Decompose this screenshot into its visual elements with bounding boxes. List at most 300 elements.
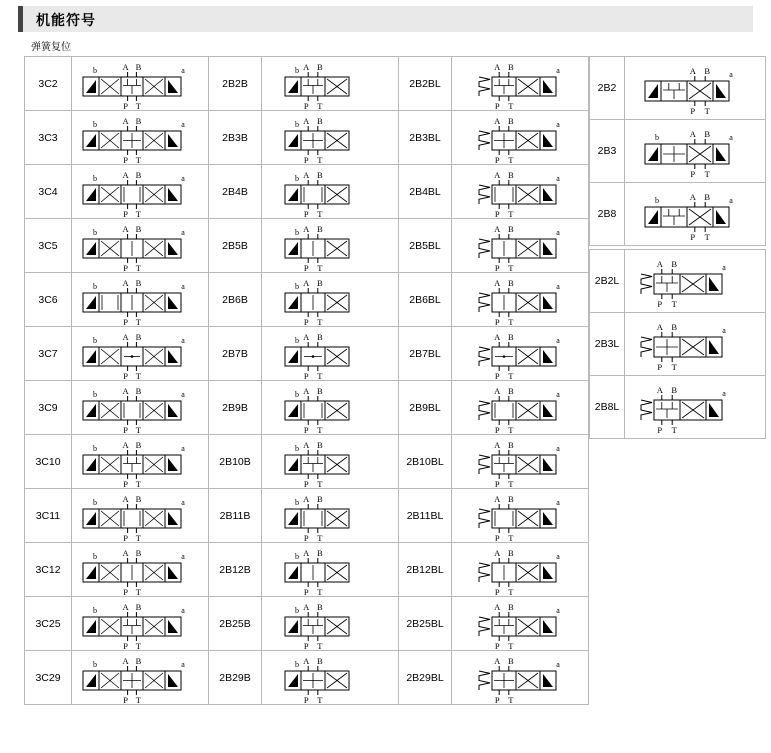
svg-text:P: P <box>303 641 309 650</box>
valve-symbol-2bbl <box>452 489 589 543</box>
svg-text:b: b <box>295 66 299 75</box>
svg-text:a: a <box>181 660 185 669</box>
svg-text:P: P <box>123 155 128 164</box>
svg-text:A: A <box>689 129 696 139</box>
svg-text:T: T <box>317 101 323 110</box>
symbol-code-2bbl: 2B2BL <box>399 57 452 111</box>
svg-text:T: T <box>508 263 514 272</box>
valve-symbol-2bbl <box>452 435 589 489</box>
svg-text:P: P <box>123 263 128 272</box>
valve-symbol-2bb <box>262 489 399 543</box>
symbol-code-2bbl: 2B25BL <box>399 597 452 651</box>
svg-text:B: B <box>135 494 142 504</box>
svg-text:b: b <box>295 228 299 237</box>
valve-symbol-2bb <box>262 543 399 597</box>
svg-text:a: a <box>729 196 733 205</box>
svg-text:T: T <box>317 425 323 434</box>
svg-text:A: A <box>494 440 501 450</box>
svg-text:A: A <box>122 494 129 504</box>
svg-text:A: A <box>494 602 501 612</box>
svg-text:P: P <box>123 209 128 218</box>
svg-text:P: P <box>494 587 500 596</box>
valve-symbol-2bb <box>262 327 399 381</box>
svg-text:T: T <box>317 533 323 542</box>
svg-text:a: a <box>556 552 560 561</box>
svg-text:a: a <box>556 120 560 129</box>
svg-text:P: P <box>303 587 309 596</box>
svg-text:P: P <box>303 209 309 218</box>
svg-text:A: A <box>494 170 501 180</box>
table-row <box>25 165 589 219</box>
svg-text:a: a <box>556 228 560 237</box>
valve-symbol-side <box>625 57 766 120</box>
svg-text:P: P <box>494 155 500 164</box>
symbol-code-side: 2B8 <box>590 183 625 246</box>
page-title: 机能符号 <box>36 12 96 28</box>
svg-text:B: B <box>704 66 711 76</box>
svg-text:A: A <box>122 440 129 450</box>
svg-text:T: T <box>135 695 142 704</box>
svg-text:a: a <box>181 498 185 507</box>
valve-symbol-2bbl <box>452 273 589 327</box>
symbol-code-2bb: 2B25B <box>209 597 262 651</box>
svg-text:a: a <box>181 282 185 291</box>
table-row <box>25 381 589 435</box>
svg-text:B: B <box>135 548 142 558</box>
svg-text:B: B <box>507 62 514 72</box>
svg-text:T: T <box>508 101 514 110</box>
svg-text:P: P <box>657 425 663 435</box>
svg-text:a: a <box>556 174 560 183</box>
table-row <box>590 57 766 120</box>
svg-text:T: T <box>671 425 677 435</box>
svg-text:b: b <box>93 282 97 291</box>
valve-symbol-2bbl <box>452 543 589 597</box>
svg-text:B: B <box>316 440 323 450</box>
valve-symbol-3c <box>72 219 209 273</box>
svg-text:A: A <box>656 385 663 395</box>
svg-text:b: b <box>93 606 97 615</box>
svg-text:b: b <box>93 66 97 75</box>
svg-text:B: B <box>135 656 142 666</box>
svg-text:T: T <box>508 479 514 488</box>
svg-text:B: B <box>135 224 142 234</box>
valve-symbol-2bb <box>262 111 399 165</box>
svg-text:P: P <box>303 263 309 272</box>
svg-text:b: b <box>295 120 299 129</box>
valve-symbol-2bbl <box>452 165 589 219</box>
svg-text:A: A <box>656 322 663 332</box>
symbol-table-side-bottom <box>589 249 766 439</box>
symbol-table-side-top <box>589 56 766 246</box>
svg-text:b: b <box>93 498 97 507</box>
svg-text:A: A <box>494 386 501 396</box>
valve-symbol-3c <box>72 651 209 705</box>
svg-text:a: a <box>556 390 560 399</box>
svg-text:a: a <box>729 70 733 79</box>
symbol-code-2bbl: 2B3BL <box>399 111 452 165</box>
table-row <box>590 313 766 376</box>
svg-text:B: B <box>507 494 514 504</box>
svg-text:T: T <box>135 425 142 434</box>
symbol-code-side: 2B3L <box>590 313 625 376</box>
svg-text:A: A <box>122 278 129 288</box>
svg-text:a: a <box>729 133 733 142</box>
svg-text:B: B <box>316 602 323 612</box>
svg-text:b: b <box>295 336 299 345</box>
svg-text:A: A <box>122 332 129 342</box>
svg-text:P: P <box>123 425 128 434</box>
svg-text:b: b <box>295 660 299 669</box>
svg-text:A: A <box>494 278 501 288</box>
svg-text:B: B <box>135 116 142 126</box>
svg-text:T: T <box>135 533 142 542</box>
svg-text:b: b <box>93 336 97 345</box>
svg-text:P: P <box>494 695 500 704</box>
svg-text:A: A <box>303 602 310 612</box>
svg-text:P: P <box>123 641 128 650</box>
svg-text:P: P <box>303 695 309 704</box>
svg-text:T: T <box>508 533 514 542</box>
svg-text:T: T <box>508 695 514 704</box>
valve-symbol-3c <box>72 597 209 651</box>
symbol-code-3c: 3C25 <box>25 597 72 651</box>
table-row <box>25 219 589 273</box>
svg-text:A: A <box>303 548 310 558</box>
symbol-code-2bbl: 2B29BL <box>399 651 452 705</box>
svg-text:T: T <box>135 101 142 110</box>
svg-text:T: T <box>508 587 514 596</box>
svg-text:b: b <box>93 390 97 399</box>
symbol-code-3c: 3C7 <box>25 327 72 381</box>
svg-text:B: B <box>507 602 514 612</box>
svg-text:b: b <box>93 120 97 129</box>
svg-text:A: A <box>122 386 129 396</box>
svg-text:A: A <box>303 62 310 72</box>
svg-text:B: B <box>316 278 323 288</box>
svg-text:A: A <box>494 548 501 558</box>
valve-symbol-2bbl <box>452 327 589 381</box>
valve-symbol-2bb <box>262 597 399 651</box>
table-row <box>25 273 589 327</box>
svg-text:B: B <box>704 192 711 202</box>
table-row <box>25 597 589 651</box>
symbol-code-2bb: 2B3B <box>209 111 262 165</box>
svg-text:B: B <box>316 494 323 504</box>
symbol-code-2bbl: 2B4BL <box>399 165 452 219</box>
svg-text:B: B <box>507 386 514 396</box>
valve-symbol-3c <box>72 489 209 543</box>
symbol-code-3c: 3C3 <box>25 111 72 165</box>
svg-text:T: T <box>508 371 514 380</box>
symbol-code-3c: 3C5 <box>25 219 72 273</box>
table-row <box>590 183 766 246</box>
svg-text:a: a <box>181 174 185 183</box>
svg-text:B: B <box>316 656 323 666</box>
symbol-code-2bb: 2B10B <box>209 435 262 489</box>
symbol-code-2bbl: 2B5BL <box>399 219 452 273</box>
svg-text:B: B <box>507 332 514 342</box>
svg-text:A: A <box>303 170 310 180</box>
svg-text:T: T <box>508 641 514 650</box>
symbol-code-3c: 3C4 <box>25 165 72 219</box>
symbol-code-3c: 3C9 <box>25 381 72 435</box>
svg-text:T: T <box>317 479 323 488</box>
svg-text:A: A <box>122 62 129 72</box>
svg-text:T: T <box>135 479 142 488</box>
valve-symbol-2bb <box>262 381 399 435</box>
svg-text:T: T <box>508 317 514 326</box>
svg-text:P: P <box>494 479 500 488</box>
svg-text:b: b <box>295 390 299 399</box>
valve-symbol-side <box>625 250 766 313</box>
table-row <box>25 57 589 111</box>
symbol-code-2bb: 2B11B <box>209 489 262 543</box>
svg-text:A: A <box>122 170 129 180</box>
svg-text:A: A <box>303 386 310 396</box>
svg-text:P: P <box>494 533 500 542</box>
svg-text:P: P <box>303 533 309 542</box>
svg-text:a: a <box>556 606 560 615</box>
svg-text:T: T <box>135 371 142 380</box>
svg-text:A: A <box>303 440 310 450</box>
svg-text:T: T <box>135 263 142 272</box>
valve-symbol-2bbl <box>452 57 589 111</box>
svg-text:b: b <box>295 498 299 507</box>
valve-symbol-3c <box>72 273 209 327</box>
svg-text:T: T <box>135 587 142 596</box>
svg-text:B: B <box>671 322 678 332</box>
svg-text:A: A <box>303 278 310 288</box>
table-row <box>25 111 589 165</box>
svg-text:b: b <box>295 444 299 453</box>
svg-text:A: A <box>122 548 129 558</box>
svg-text:T: T <box>317 155 323 164</box>
svg-text:A: A <box>303 224 310 234</box>
svg-text:P: P <box>123 695 128 704</box>
svg-text:a: a <box>181 120 185 129</box>
valve-symbol-3c <box>72 381 209 435</box>
svg-text:A: A <box>494 116 501 126</box>
svg-text:B: B <box>316 62 323 72</box>
symbol-code-2bb: 2B2B <box>209 57 262 111</box>
svg-text:T: T <box>317 317 323 326</box>
svg-text:P: P <box>123 533 128 542</box>
svg-text:B: B <box>135 62 142 72</box>
svg-text:B: B <box>135 332 142 342</box>
svg-text:P: P <box>494 101 500 110</box>
symbol-code-3c: 3C2 <box>25 57 72 111</box>
svg-text:T: T <box>317 371 323 380</box>
svg-text:P: P <box>303 425 309 434</box>
valve-symbol-3c <box>72 543 209 597</box>
svg-text:a: a <box>556 282 560 291</box>
symbol-code-side: 2B2 <box>590 57 625 120</box>
header-bar <box>18 6 753 32</box>
svg-text:b: b <box>93 228 97 237</box>
svg-text:B: B <box>507 224 514 234</box>
symbol-code-2bb: 2B6B <box>209 273 262 327</box>
svg-text:P: P <box>494 371 500 380</box>
svg-text:P: P <box>303 371 309 380</box>
svg-text:B: B <box>135 278 142 288</box>
svg-text:B: B <box>316 548 323 558</box>
svg-text:A: A <box>656 259 663 269</box>
svg-text:B: B <box>507 170 514 180</box>
svg-text:a: a <box>722 263 726 272</box>
svg-text:b: b <box>655 133 659 142</box>
svg-text:B: B <box>507 548 514 558</box>
svg-text:P: P <box>123 101 128 110</box>
svg-text:A: A <box>689 192 696 202</box>
valve-symbol-2bb <box>262 219 399 273</box>
svg-text:A: A <box>122 224 129 234</box>
symbol-code-2bb: 2B7B <box>209 327 262 381</box>
svg-text:a: a <box>556 660 560 669</box>
svg-text:T: T <box>135 209 142 218</box>
valve-symbol-side <box>625 120 766 183</box>
valve-symbol-3c <box>72 435 209 489</box>
svg-text:P: P <box>494 425 500 434</box>
svg-text:a: a <box>181 552 185 561</box>
valve-symbol-3c <box>72 327 209 381</box>
svg-text:T: T <box>135 641 142 650</box>
symbol-code-2bb: 2B12B <box>209 543 262 597</box>
svg-text:P: P <box>494 317 500 326</box>
symbol-code-2bb: 2B29B <box>209 651 262 705</box>
svg-text:T: T <box>317 695 323 704</box>
valve-symbol-2bb <box>262 57 399 111</box>
symbol-code-2bbl: 2B11BL <box>399 489 452 543</box>
svg-text:B: B <box>507 278 514 288</box>
svg-text:a: a <box>181 228 185 237</box>
svg-text:B: B <box>316 332 323 342</box>
svg-text:T: T <box>317 263 323 272</box>
svg-text:b: b <box>93 444 97 453</box>
symbol-code-side: 2B2L <box>590 250 625 313</box>
svg-text:P: P <box>123 587 128 596</box>
svg-text:a: a <box>181 66 185 75</box>
svg-text:a: a <box>556 444 560 453</box>
svg-text:T: T <box>135 317 142 326</box>
valve-symbol-2bb <box>262 165 399 219</box>
valve-symbol-3c <box>72 57 209 111</box>
valve-symbol-2bbl <box>452 597 589 651</box>
svg-text:P: P <box>303 317 309 326</box>
svg-text:T: T <box>317 641 323 650</box>
svg-text:P: P <box>123 317 128 326</box>
symbol-code-2bbl: 2B12BL <box>399 543 452 597</box>
symbol-code-2bb: 2B4B <box>209 165 262 219</box>
table-row <box>25 543 589 597</box>
valve-symbol-2bb <box>262 435 399 489</box>
svg-text:A: A <box>494 494 501 504</box>
svg-text:A: A <box>303 116 310 126</box>
table-row <box>25 651 589 705</box>
valve-symbol-side <box>625 183 766 246</box>
svg-text:b: b <box>93 174 97 183</box>
svg-text:B: B <box>316 116 323 126</box>
valve-symbol-3c <box>72 165 209 219</box>
symbol-code-2bb: 2B9B <box>209 381 262 435</box>
valve-symbol-2bbl <box>452 219 589 273</box>
svg-text:T: T <box>704 106 710 116</box>
svg-text:T: T <box>704 169 710 179</box>
svg-text:a: a <box>556 66 560 75</box>
svg-text:P: P <box>123 371 128 380</box>
svg-text:a: a <box>556 336 560 345</box>
svg-text:b: b <box>295 552 299 561</box>
symbol-code-3c: 3C6 <box>25 273 72 327</box>
svg-text:B: B <box>135 602 142 612</box>
svg-text:b: b <box>295 282 299 291</box>
table-row <box>25 435 589 489</box>
section-subtitle: 弹簧复位 <box>31 42 71 53</box>
table-row <box>590 120 766 183</box>
valve-symbol-2bbl <box>452 111 589 165</box>
symbol-code-2bb: 2B5B <box>209 219 262 273</box>
svg-text:b: b <box>295 606 299 615</box>
svg-text:b: b <box>93 660 97 669</box>
svg-text:T: T <box>671 362 677 372</box>
svg-text:P: P <box>123 479 128 488</box>
svg-text:B: B <box>704 129 711 139</box>
svg-text:B: B <box>316 224 323 234</box>
svg-text:A: A <box>303 332 310 342</box>
svg-text:T: T <box>508 155 514 164</box>
symbol-code-2bbl: 2B9BL <box>399 381 452 435</box>
svg-text:T: T <box>508 425 514 434</box>
symbol-code-side: 2B8L <box>590 376 625 439</box>
table-row <box>590 250 766 313</box>
svg-text:b: b <box>93 552 97 561</box>
svg-text:a: a <box>722 326 726 335</box>
svg-text:A: A <box>303 656 310 666</box>
symbol-code-3c: 3C12 <box>25 543 72 597</box>
valve-symbol-2bb <box>262 651 399 705</box>
valve-symbol-side <box>625 313 766 376</box>
svg-text:A: A <box>689 66 696 76</box>
symbol-code-3c: 3C10 <box>25 435 72 489</box>
symbol-code-side: 2B3 <box>590 120 625 183</box>
svg-text:T: T <box>704 232 710 242</box>
symbol-table-main <box>24 56 589 705</box>
svg-text:P: P <box>494 263 500 272</box>
valve-symbol-2bbl <box>452 651 589 705</box>
svg-text:P: P <box>657 362 663 372</box>
valve-symbol-2bbl <box>452 381 589 435</box>
svg-text:P: P <box>690 169 696 179</box>
svg-text:A: A <box>303 494 310 504</box>
svg-text:B: B <box>316 386 323 396</box>
svg-text:a: a <box>556 498 560 507</box>
svg-text:A: A <box>494 224 501 234</box>
symbol-code-3c: 3C29 <box>25 651 72 705</box>
svg-text:b: b <box>655 196 659 205</box>
svg-text:A: A <box>494 332 501 342</box>
symbol-code-2bbl: 2B6BL <box>399 273 452 327</box>
svg-text:a: a <box>181 390 185 399</box>
svg-text:B: B <box>507 440 514 450</box>
svg-text:B: B <box>316 170 323 180</box>
svg-text:B: B <box>135 386 142 396</box>
svg-text:P: P <box>657 299 663 309</box>
svg-text:P: P <box>303 101 309 110</box>
svg-text:T: T <box>508 209 514 218</box>
svg-text:B: B <box>671 385 678 395</box>
svg-text:B: B <box>671 259 678 269</box>
svg-text:A: A <box>494 656 501 666</box>
